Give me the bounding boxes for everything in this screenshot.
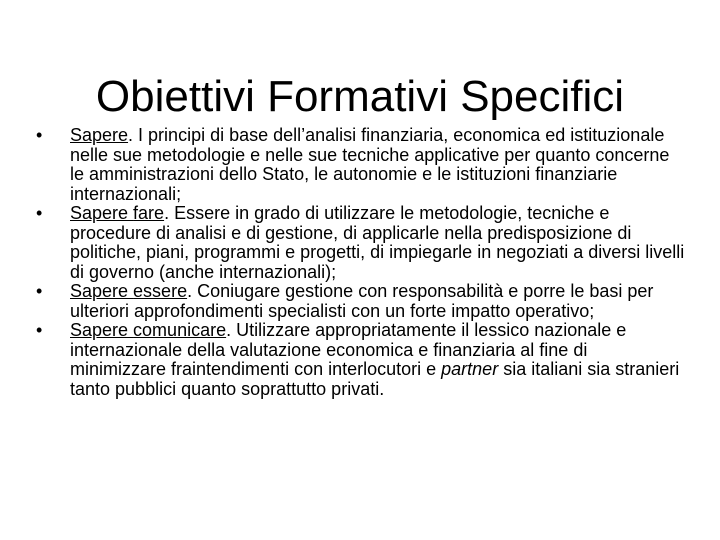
bullet-sapere: [36, 126, 686, 204]
term-sapere-fare: [70, 203, 164, 223]
bullet-list: [36, 126, 686, 399]
term-keyword: fare: [133, 203, 165, 223]
bullet-icon: •: [36, 281, 43, 301]
bullet-sapere-comunicare: [36, 321, 686, 399]
term-sapere-essere: [70, 281, 187, 301]
bullet-sapere-essere: [36, 282, 686, 321]
bullet-text: . Utilizzare appropriatamente il lessico nazionale e internazionale della valutazione economica e finanziaria al fine di minimizzare fraintendimenti con interlocutori e: [70, 320, 627, 379]
bullet-text: . Coniugare gestione con responsabilità e porre le basi per ulteriori approfondimenti specialisti con un forte impatto operativo;: [70, 281, 654, 321]
term-prefix: Sapere: [70, 320, 134, 340]
bullet-sapere-fare: [36, 204, 686, 282]
bullet-icon: •: [36, 203, 43, 223]
term-sapere-comunicare: [70, 320, 226, 340]
bullet-text: . I principi di base dell’analisi finanziaria, economica ed istituzionale nelle sue metodologie e nelle sue tecniche applicative per quanto concerne le amministrazioni dello Stato, le autonomie e le istituzioni finanziarie internazionali;: [70, 125, 670, 204]
term-keyword: comunicare: [133, 320, 227, 340]
italic-term: partner: [441, 359, 499, 379]
term-prefix: Sapere: [70, 281, 134, 301]
bullet-icon: •: [36, 320, 43, 340]
term-keyword: essere: [133, 281, 188, 301]
slide-title: Obiettivi Formativi Specifici: [95, 72, 625, 122]
term-sapere: Sapere: [70, 125, 129, 145]
term-prefix: Sapere: [70, 203, 134, 223]
bullet-text: . Essere in grado di utilizzare le metodologie, tecniche e procedure di analisi e di gestione, di applicarle nella predisposizione di politiche, piani, programmi e progetti, di impiegarle in negoziati a diversi livelli di governo (anche internazionali);: [70, 203, 685, 282]
bullet-icon: •: [36, 125, 43, 145]
bullet-text-end: sia italiani sia stranieri tanto pubblici quanto soprattutto privati.: [70, 359, 680, 399]
